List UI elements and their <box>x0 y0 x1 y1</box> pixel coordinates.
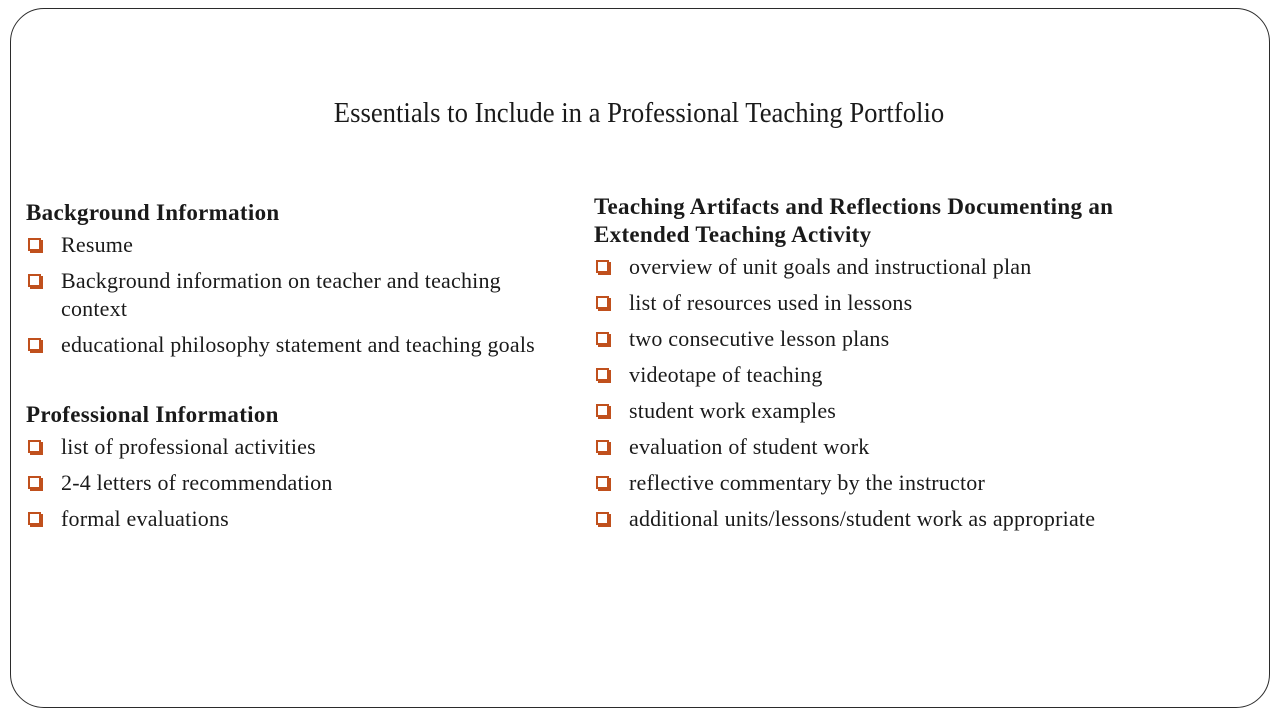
list-item-text: student work examples <box>629 398 837 423</box>
list-item <box>594 253 1154 281</box>
right-column <box>594 193 1154 541</box>
checkbox-bullet-icon <box>28 274 41 287</box>
checkbox-bullet-icon <box>596 440 609 453</box>
checkbox-bullet-icon <box>596 368 609 381</box>
section-heading: Teaching Artifacts and Reflections Documenting an Extended Teaching Activity <box>594 194 1114 247</box>
list-item <box>26 505 566 533</box>
checkbox-bullet-icon <box>596 476 609 489</box>
list-item-text: 2-4 letters of recommendation <box>61 470 333 495</box>
slide-frame <box>10 8 1270 708</box>
checkbox-bullet-icon <box>596 404 609 417</box>
list-item-text: Background information on teacher and teaching context <box>61 268 501 321</box>
list-item-text: list of resources used in lessons <box>629 290 913 315</box>
list-item-text: two consecutive lesson plans <box>629 326 890 351</box>
list-item <box>26 267 566 323</box>
checkbox-bullet-icon <box>596 332 609 345</box>
list-item <box>594 397 1154 425</box>
list-item-text: overview of unit goals and instructional plan <box>629 254 1032 279</box>
checkbox-bullet-icon <box>596 260 609 273</box>
list-item <box>594 433 1154 461</box>
checkbox-bullet-icon <box>28 476 41 489</box>
bullet-list <box>26 231 566 359</box>
list-item <box>26 231 566 259</box>
section-professional-information <box>26 401 566 533</box>
list-item-text: Resume <box>61 232 134 257</box>
left-column <box>26 199 566 541</box>
list-item <box>594 505 1154 533</box>
checkbox-bullet-icon <box>596 296 609 309</box>
list-item <box>594 289 1154 317</box>
list-item-text: additional units/lessons/student work as appropriate <box>629 506 1096 531</box>
section-spacer <box>26 367 566 401</box>
bullet-list <box>594 253 1154 533</box>
list-item <box>26 331 566 359</box>
section-heading: Professional Information <box>26 402 279 427</box>
checkbox-bullet-icon <box>596 512 609 525</box>
section-heading: Background Information <box>26 200 280 225</box>
list-item-text: evaluation of student work <box>629 434 870 459</box>
list-item <box>26 433 566 461</box>
section-background-information <box>26 199 566 359</box>
list-item-text: educational philosophy statement and teaching goals <box>61 332 535 357</box>
list-item-text: videotape of teaching <box>629 362 823 387</box>
section-teaching-artifacts <box>594 193 1154 533</box>
bullet-list <box>26 433 566 533</box>
list-item <box>594 469 1154 497</box>
list-item-text: reflective commentary by the instructor <box>629 470 985 495</box>
checkbox-bullet-icon <box>28 338 41 351</box>
checkbox-bullet-icon <box>28 238 41 251</box>
checkbox-bullet-icon <box>28 440 41 453</box>
list-item <box>26 469 566 497</box>
list-item-text: list of professional activities <box>61 434 316 459</box>
checkbox-bullet-icon <box>28 512 41 525</box>
list-item <box>594 361 1154 389</box>
list-item-text: formal evaluations <box>61 506 229 531</box>
list-item <box>594 325 1154 353</box>
slide-title: Essentials to Include in a Professional Teaching Portfolio <box>333 97 945 129</box>
